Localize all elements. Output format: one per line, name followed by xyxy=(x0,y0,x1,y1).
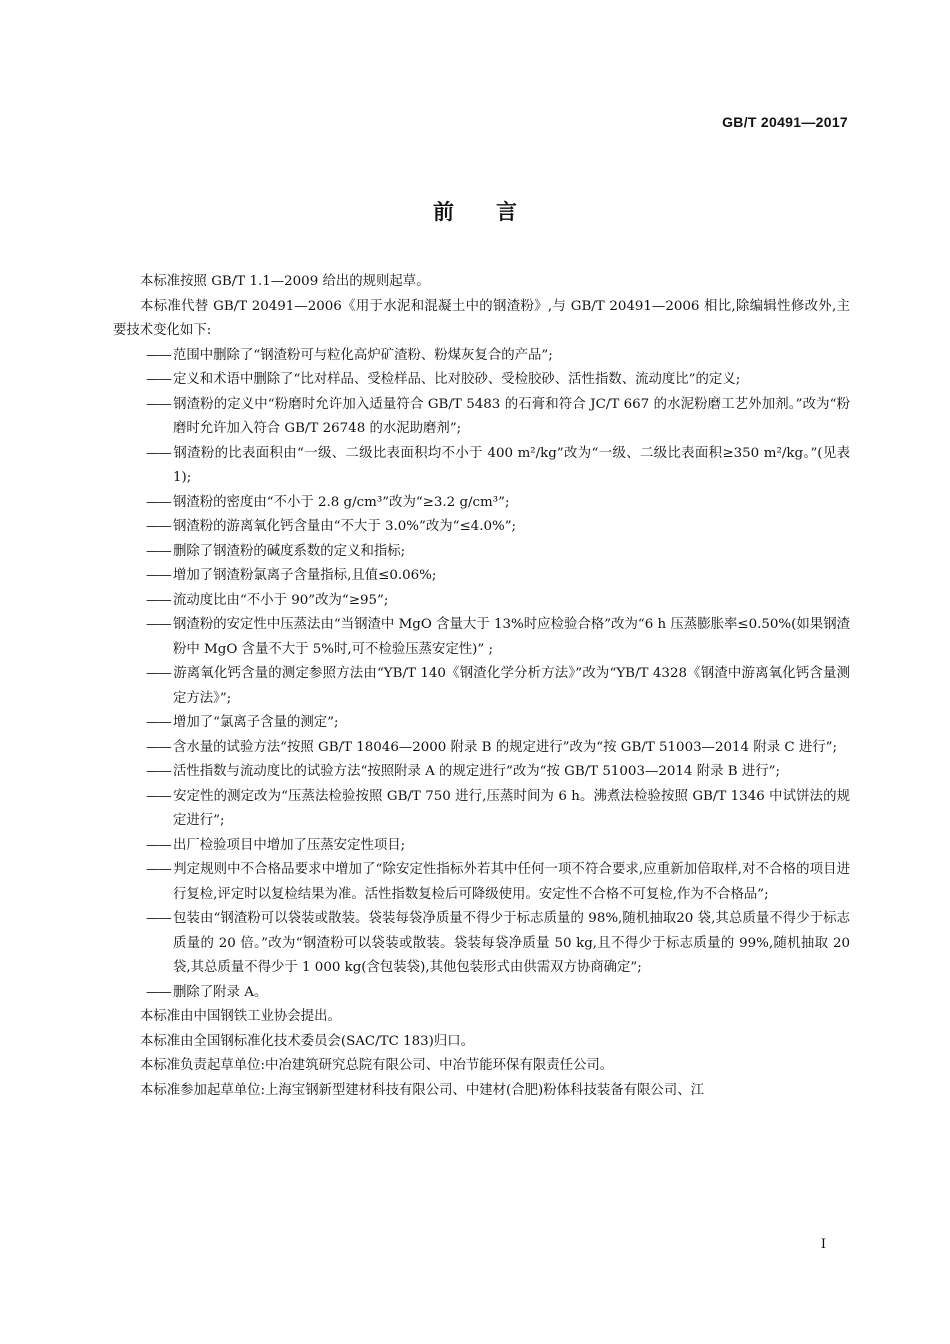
paragraph: 本标准代替 GB/T 20491—2006《用于水泥和混凝土中的钢渣粉》,与 GB/T 20491—2006 相比,除编辑性修改外,主要技术变化如下: xyxy=(113,298,850,338)
list-item-text: 增加了“氯离子含量的测定”; xyxy=(173,715,339,730)
dash-marker: —— xyxy=(146,396,171,412)
list-item xyxy=(113,393,850,442)
dash-marker: —— xyxy=(146,862,171,877)
list-item xyxy=(113,344,850,369)
dash-marker: —— xyxy=(146,372,171,387)
paragraph: 本标准按照 GB/T 1.1—2009 给出的规则起草。 xyxy=(140,274,430,289)
list-item-text: 活性指数与流动度比的试验方法“按照附录 A 的规定进行”改为“按 GB/T 51003—2014 附录 B 进行”; xyxy=(173,764,780,779)
list-item xyxy=(113,907,850,981)
dash-marker: —— xyxy=(146,715,171,730)
dash-marker: —— xyxy=(146,764,171,779)
list-item-text: 范围中删除了“钢渣粉可与粒化高炉矿渣粉、粉煤灰复合的产品”; xyxy=(173,347,553,363)
page-title: 前言 xyxy=(433,200,559,224)
list-item-text: 游离氧化钙含量的测定参照方法由“YB/T 140《钢渣化学分析方法》”改为“YB/T 4328《钢渣中游离氧化钙含量测定方法》”; xyxy=(173,666,850,706)
dash-marker: —— xyxy=(146,494,171,510)
list-item-text: 增加了钢渣粉氯离子含量指标,且值≤0.06%; xyxy=(173,568,437,583)
list-item-text: 含水量的试验方法“按照 GB/T 18046—2000 附录 B 的规定进行”改为“按 GB/T 51003—2014 附录 C 进行”; xyxy=(173,739,838,755)
list-item-text: 钢渣粉的比表面积由“一级、二级比表面积均不小于 400 m²/kg”改为“一级、二级比表面积≥350 m²/kg。”(见表 1); xyxy=(173,445,850,485)
standard-code: GB/T 20491—2017 xyxy=(722,114,848,130)
list-item xyxy=(113,442,850,491)
list-item xyxy=(113,760,850,785)
dash-marker: —— xyxy=(146,666,171,681)
dash-marker: —— xyxy=(146,911,171,926)
dash-marker: —— xyxy=(146,445,171,461)
dash-marker: —— xyxy=(146,543,171,559)
list-item xyxy=(113,540,850,565)
dash-marker: —— xyxy=(146,568,171,583)
list-item xyxy=(113,785,850,834)
list-item-text: 钢渣粉的定义中“粉磨时允许加入适量符合 GB/T 5483 的石膏和符合 JC/T 667 的水泥粉磨工艺外加剂。”改为“粉磨时允许加入符合 GB/T 26748 的水泥助磨剂”; xyxy=(173,396,850,436)
list-item-text: 安定性的测定改为“压蒸法检验按照 GB/T 750 进行,压蒸时间为 6 h。沸煮法检验按照 GB/T 1346 中试饼法的规定进行”; xyxy=(173,788,850,828)
dash-marker: —— xyxy=(146,519,171,534)
list-item-text: 删除了钢渣粉的碱度系数的定义和指标; xyxy=(173,543,406,559)
page-number: I xyxy=(820,1237,826,1252)
list-item xyxy=(113,981,850,1006)
dash-marker: —— xyxy=(146,739,171,755)
list-item xyxy=(113,589,850,614)
list-item xyxy=(113,736,850,761)
list-item-text: 钢渣粉的游离氧化钙含量由“不大于 3.0%”改为“≤4.0%”; xyxy=(173,519,517,534)
dash-marker: —— xyxy=(146,984,171,1000)
list-item xyxy=(113,834,850,859)
dash-marker: —— xyxy=(146,617,171,632)
paragraph: 本标准由全国钢标准化技术委员会(SAC/TC 183)归口。 xyxy=(140,1033,475,1049)
list-item xyxy=(113,662,850,711)
dash-marker: —— xyxy=(146,347,171,363)
dash-marker: —— xyxy=(146,788,171,804)
list-item-text: 删除了附录 A。 xyxy=(173,984,268,1000)
list-item-text: 钢渣粉的密度由“不小于 2.8 g/cm³”改为“≥3.2 g/cm³”; xyxy=(173,494,510,510)
foreword-body xyxy=(113,270,850,1103)
list-item-text: 出厂检验项目中增加了压蒸安定性项目; xyxy=(173,837,406,853)
list-item xyxy=(113,613,850,662)
list-item xyxy=(113,711,850,736)
list-item-text: 判定规则中不合格品要求中增加了“除安定性指标外若其中任何一项不符合要求,应重新加倍取样,对不合格的项目进行复检,评定时以复检结果为准。活性指数复检后可降级使用。安定性不合格不可复检,作为不合格品”; xyxy=(173,862,850,902)
list-item xyxy=(113,858,850,907)
paragraph: 本标准参加起草单位:上海宝钢新型建材科技有限公司、中建材(合肥)粉体科技装备有限公司、江 xyxy=(140,1082,704,1098)
paragraph: 本标准由中国钢铁工业协会提出。 xyxy=(140,1009,341,1024)
list-item-text: 定义和术语中删除了“比对样品、受检样品、比对胶砂、受检胶砂、活性指数、流动度比”的定义; xyxy=(173,372,741,387)
list-item xyxy=(113,564,850,589)
list-item-text: 流动度比由“不小于 90”改为“≥95”; xyxy=(173,592,389,608)
list-item-text: 包装由“钢渣粉可以袋装或散装。袋装每袋净质量不得少于标志质量的 98%,随机抽取20 袋,其总质量不得少于标志质量的 20 倍。”改为“钢渣粉可以袋装或散装。袋装每袋净质量 50 kg,且不得少于标志质量的 99%,随机抽取 20 袋,其总质量不得少于 1 000 kg(含包装袋),其他包装形式由供需双方协商确定”; xyxy=(173,911,850,975)
list-item xyxy=(113,368,850,393)
paragraph: 本标准负责起草单位:中冶建筑研究总院有限公司、中冶节能环保有限责任公司。 xyxy=(140,1058,614,1073)
dash-marker: —— xyxy=(146,837,171,853)
change-list xyxy=(113,344,850,1006)
dash-marker: —— xyxy=(146,592,171,608)
list-item-text: 钢渣粉的安定性中压蒸法由“当钢渣中 MgO 含量大于 13%时应检验合格”改为“6 h 压蒸膨胀率≤0.50%(如果钢渣粉中 MgO 含量不大于 5%时,可不检验压蒸安定性)” ; xyxy=(173,617,850,657)
list-item xyxy=(113,491,850,516)
list-item xyxy=(113,515,850,540)
